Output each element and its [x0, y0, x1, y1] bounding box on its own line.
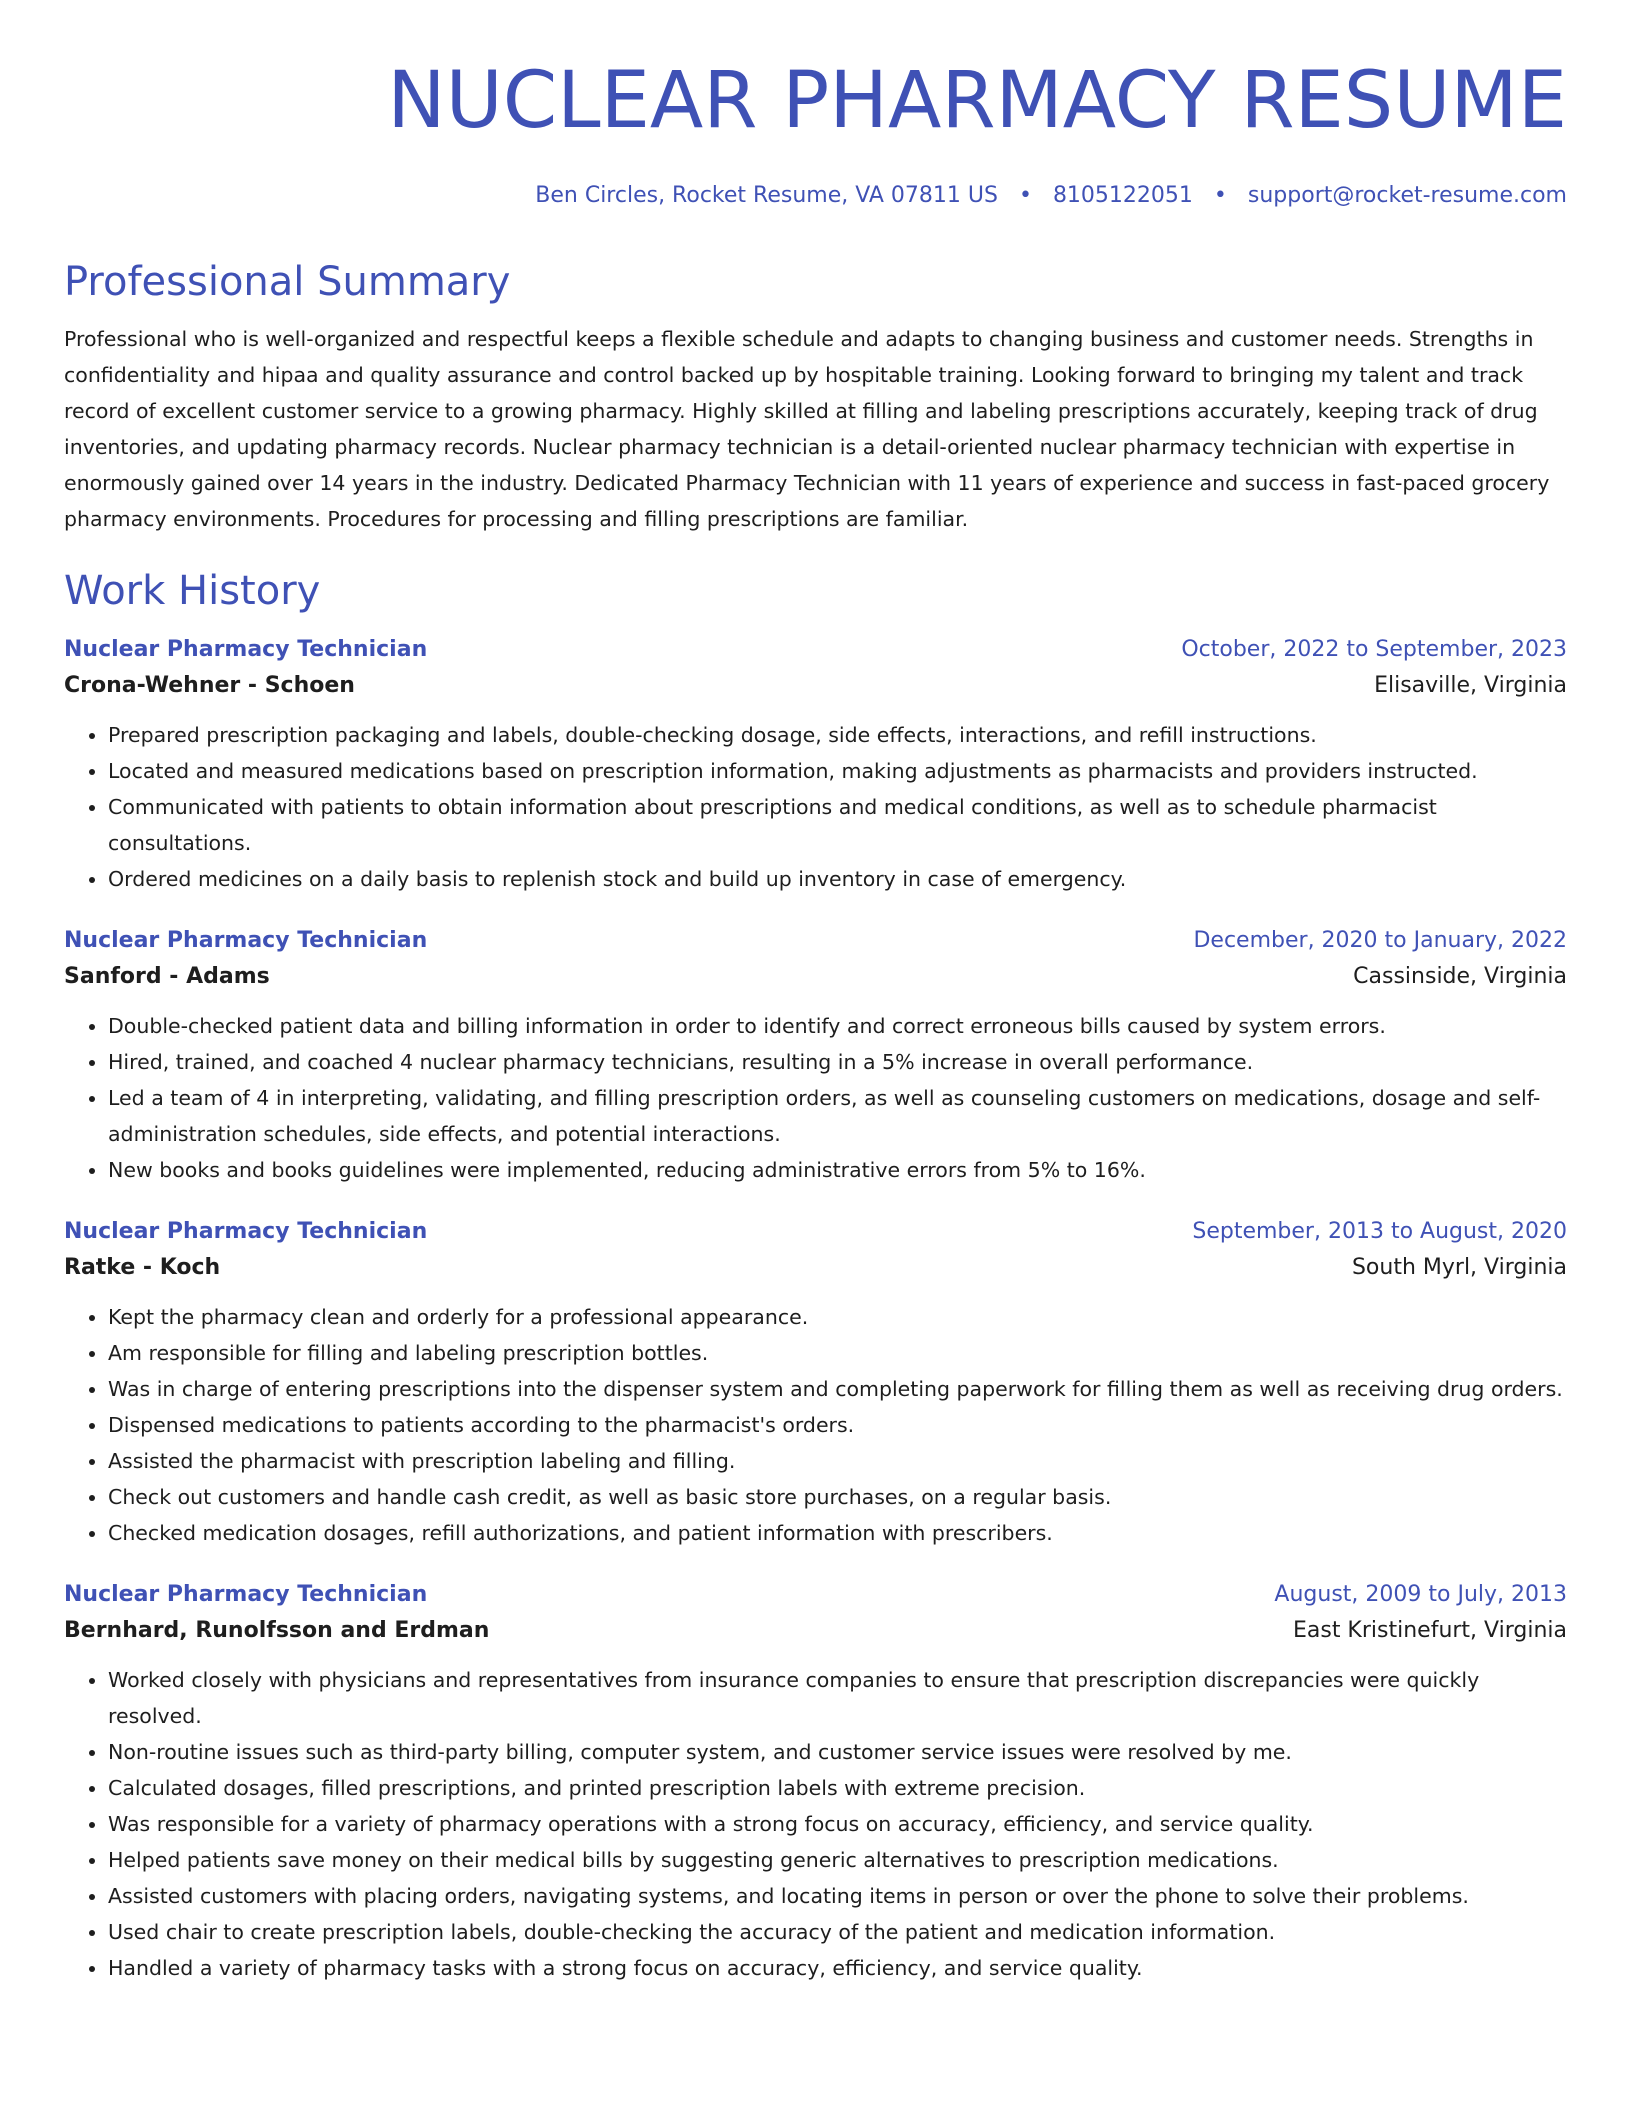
job-bullet: • Kept the pharmacy clean and orderly for a professional appearance.	[108, 1299, 1567, 1335]
job-bullet: • Am responsible for filling and labeling prescription bottles.	[108, 1335, 1567, 1371]
job-entry	[64, 1578, 1567, 1986]
job-bullet: • Was responsible for a variety of pharmacy operations with a strong focus on accuracy, efficiency, and service quality.	[108, 1806, 1567, 1842]
job-title: Nuclear Pharmacy Technician	[64, 1219, 428, 1244]
contact-separator: •	[1213, 183, 1227, 208]
job-bullet-list	[64, 1662, 1567, 1986]
job-title-row	[64, 1578, 1567, 1612]
job-bullet: • Double-checked patient data and billing information in order to identify and correct erroneous bills caused by system errors.	[108, 1008, 1567, 1044]
job-bullet: • Located and measured medications based on prescription information, making adjustments as pharmacists and providers instructed.	[108, 753, 1567, 789]
job-location: Cassinside, Virginia	[1353, 964, 1567, 989]
job-company-row	[64, 958, 1567, 996]
job-dates: December, 2020 to January, 2022	[1193, 928, 1567, 953]
job-title: Nuclear Pharmacy Technician	[64, 1582, 428, 1607]
job-location: South Myrl, Virginia	[1351, 1255, 1567, 1280]
contact-phone: 8105122051	[1052, 183, 1193, 208]
job-bullet: • Led a team of 4 in interpreting, validating, and filling prescription orders, as well as counseling customers on medications, dosage and self-administration schedules, side effects, and potential interactions.	[108, 1080, 1567, 1152]
contact-address: Ben Circles, Rocket Resume, VA 07811 US	[535, 183, 998, 208]
job-bullet: • New books and books guidelines were implemented, reducing administrative errors from 5% to 16%.	[108, 1152, 1567, 1188]
job-bullet-list	[64, 1008, 1567, 1188]
job-company: Ratke - Koch	[64, 1255, 221, 1280]
job-company-row	[64, 667, 1567, 705]
job-bullet: • Checked medication dosages, refill authorizations, and patient information with prescribers.	[108, 1515, 1567, 1551]
job-bullet: • Communicated with patients to obtain information about prescriptions and medical conditions, as well as to schedule pharmacist consultations.	[108, 789, 1567, 861]
job-bullet: • Worked closely with physicians and representatives from insurance companies to ensure that prescription discrepancies were quickly resolved.	[108, 1662, 1567, 1734]
resume-title: NUCLEAR PHARMACY RESUME	[387, 56, 1567, 146]
job-company: Bernhard, Runolfsson and Erdman	[64, 1618, 490, 1643]
job-bullet: • Prepared prescription packaging and labels, double-checking dosage, side effects, interactions, and refill instructions.	[108, 717, 1567, 753]
job-title-row	[64, 633, 1567, 667]
summary-text: Professional who is well-organized and respectful keeps a flexible schedule and adapts to changing business and customer needs. Strengths in confidentiality and hipaa and quality assurance and control backed up by hospitable training. Looking forward to bringing my talent and track record of excellent customer service to a growing pharmacy. Highly skilled at filling and labeling prescriptions accurately, keeping track of drug inventories, and updating pharmacy records. Nuclear pharmacy technician is a detail-oriented nuclear pharmacy technician with expertise in enormously gained over 14 years in the industry. Dedicated Pharmacy Technician with 11 years of experience and success in fast-paced grocery pharmacy environments. Procedures for processing and filling prescriptions are familiar.	[64, 327, 1550, 531]
job-bullet: • Handled a variety of pharmacy tasks with a strong focus on accuracy, efficiency, and service quality.	[108, 1950, 1567, 1986]
job-bullet-list	[64, 717, 1567, 897]
job-company-row	[64, 1612, 1567, 1650]
job-bullet: • Assisted customers with placing orders, navigating systems, and locating items in person or over the phone to solve their problems.	[108, 1878, 1567, 1914]
contact-line	[64, 182, 1567, 210]
job-bullet: • Used chair to create prescription labels, double-checking the accuracy of the patient and medication information.	[108, 1914, 1567, 1950]
job-bullet: • Check out customers and handle cash credit, as well as basic store purchases, on a regular basis.	[108, 1479, 1567, 1515]
job-dates: August, 2009 to July, 2013	[1274, 1582, 1567, 1607]
job-bullet: • Helped patients save money on their medical bills by suggesting generic alternatives to prescription medications.	[108, 1842, 1567, 1878]
work-history-list	[64, 633, 1567, 1986]
job-bullet: • Non-routine issues such as third-party billing, computer system, and customer service issues were resolved by me.	[108, 1734, 1567, 1770]
job-bullet: • Assisted the pharmacist with prescription labeling and filling.	[108, 1443, 1567, 1479]
work-history-heading: Work History	[64, 568, 321, 614]
job-title: Nuclear Pharmacy Technician	[64, 637, 428, 662]
resume-page	[64, 0, 1567, 1986]
job-title-row	[64, 924, 1567, 958]
job-bullet: • Calculated dosages, filled prescriptions, and printed prescription labels with extreme precision.	[108, 1770, 1567, 1806]
job-entry	[64, 1215, 1567, 1551]
summary-heading: Professional Summary	[64, 259, 511, 305]
job-company: Crona-Wehner - Schoen	[64, 673, 355, 698]
job-bullet-list	[64, 1299, 1567, 1551]
job-bullet: • Was in charge of entering prescriptions into the dispenser system and completing paperwork for filling them as well as receiving drug orders.	[108, 1371, 1567, 1407]
job-entry	[64, 924, 1567, 1188]
contact-separator: •	[1018, 183, 1032, 208]
job-bullet: • Ordered medicines on a daily basis to replenish stock and build up inventory in case of emergency.	[108, 861, 1567, 897]
job-bullet: • Hired, trained, and coached 4 nuclear pharmacy technicians, resulting in a 5% increase in overall performance.	[108, 1044, 1567, 1080]
job-company: Sanford - Adams	[64, 964, 270, 989]
contact-email: support@rocket-resume.com	[1247, 183, 1567, 208]
job-bullet: • Dispensed medications to patients according to the pharmacist's orders.	[108, 1407, 1567, 1443]
job-dates: October, 2022 to September, 2023	[1181, 637, 1567, 662]
job-dates: September, 2013 to August, 2020	[1192, 1219, 1567, 1244]
job-company-row	[64, 1249, 1567, 1287]
job-title-row	[64, 1215, 1567, 1249]
job-location: Elisaville, Virginia	[1374, 673, 1567, 698]
job-entry	[64, 633, 1567, 897]
job-location: East Kristinefurt, Virginia	[1292, 1618, 1567, 1643]
job-title: Nuclear Pharmacy Technician	[64, 928, 428, 953]
